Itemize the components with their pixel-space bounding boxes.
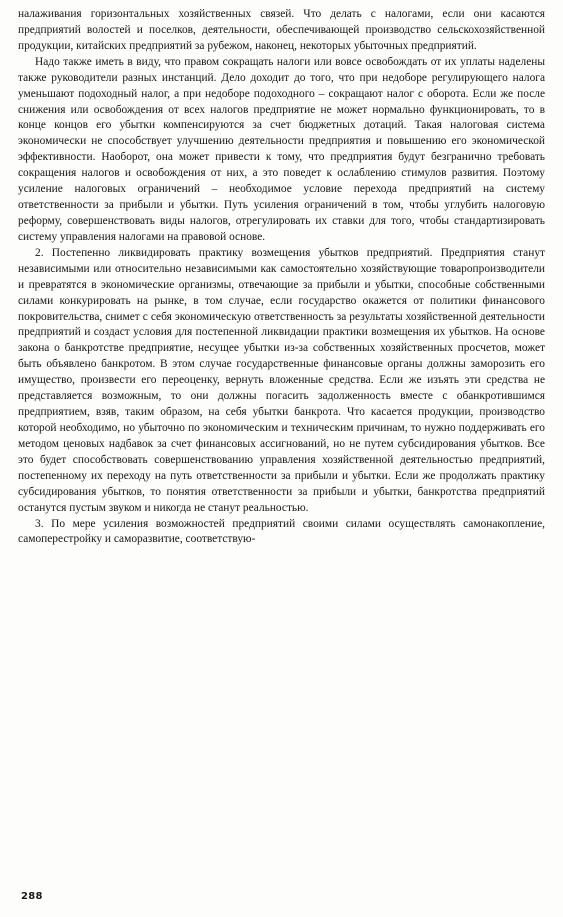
paragraph-loss-compensation: 2. Постепенно ликвидировать практику возмещения убытков предприятий. Предприятия станут независимыми или относительно независимыми как самостоятельно хозяйствующие товаропроизводители и превратятся в экономические организмы, отвечающие за прибыли и убытки, способные собственными силами конкурировать на рынке, в том случае, если государство окажется от политики финансового покровительства, снимет с себя экономическую ответственность за результаты хозяйственной деятельности предприятий и создаст условия для постепенной ликвидации практики возмещения их убытков. На основе закона о банкротстве предприятие, несущее убытки из-за собственных хозяйственных просчетов, может быть объявлено банкротом. В этом случае государственные финансовые органы должны заморозить его имущество, произвести его переоценку, вернуть вложенные средства. Если же изъять эти средства не представляется возможным, то они должны погасить задолженность вместе с обанкротившимся предприятием, взяв, таким образом, на себя убытки банкрота. Что касается продукции, производство которой необходимо, но убыточно по экономическим и техническим причинам, то нужно поддерживать его методом ценовых надбавок за счет финансовых ассигнований, но не путем субсидирования убытков. Все это будет способствовать совершенствованию управления хозяйственной деятельностью предприятий, постепенному их переходу на путь ответственности за прибыли и убытки. Если же продолжать практику субсидирования убытков, то понятия ответственности за прибыли и убытки, банкротства предприятий останутся пустым звуком и никогда не станут реальностью. [18,246,545,514]
paragraph-continuation: налаживания горизонтальных хозяйственных связей. Что делать с налогами, если они касаются предприятий волостей и поселков, деятельности, обеспечивающей производство сельскохозяйственной продукции, китайских предприятий за рубежом, наконец, некоторых убыточных предприятий. [18,8,545,52]
paragraph-tax-exemptions: Надо также иметь в виду, что правом сокращать налоги или вовсе освобождать от их уплаты наделены также руководители разных инстанций. Дело доходит до того, что при недоборе регулирующего налога уменьшают подоходный налог, а при недоборе подоходного – сокращают налог с оборота. Если же после снижения или освобождения от всех налогов предприятие не может нормально функционировать, то в конце концов его убытки компенсируются за счет бюджетных дотаций. Такая налоговая система экономически не способствует улучшению деятельности предприятия и повышению его экономической эффективности. Наоборот, она может привести к тому, что предприятия будут безграничнo требовать сокращения налогов и освобождения от них, а это поведет к ослаблению стимулов развития. Поэтому усиление налоговых ограничений – необходимое условие перехода предприятий на систему ответственности за прибыли и убытки. Путь усиления ограничений в том, чтобы углубить налоговую реформу, совершенствовать виды налогов, отрегулировать их ставки для того, чтобы стандартизировать систему управления налогами на правовой основе. [18,55,545,243]
paragraph-self-accumulation: 3. По мере усиления возможностей предприятий своими силами осуществлять самонакопление, самоперестройку и саморазвитие, соответствую- [18,517,545,546]
page-number: 288 [21,891,43,902]
body-text [18,7,545,548]
